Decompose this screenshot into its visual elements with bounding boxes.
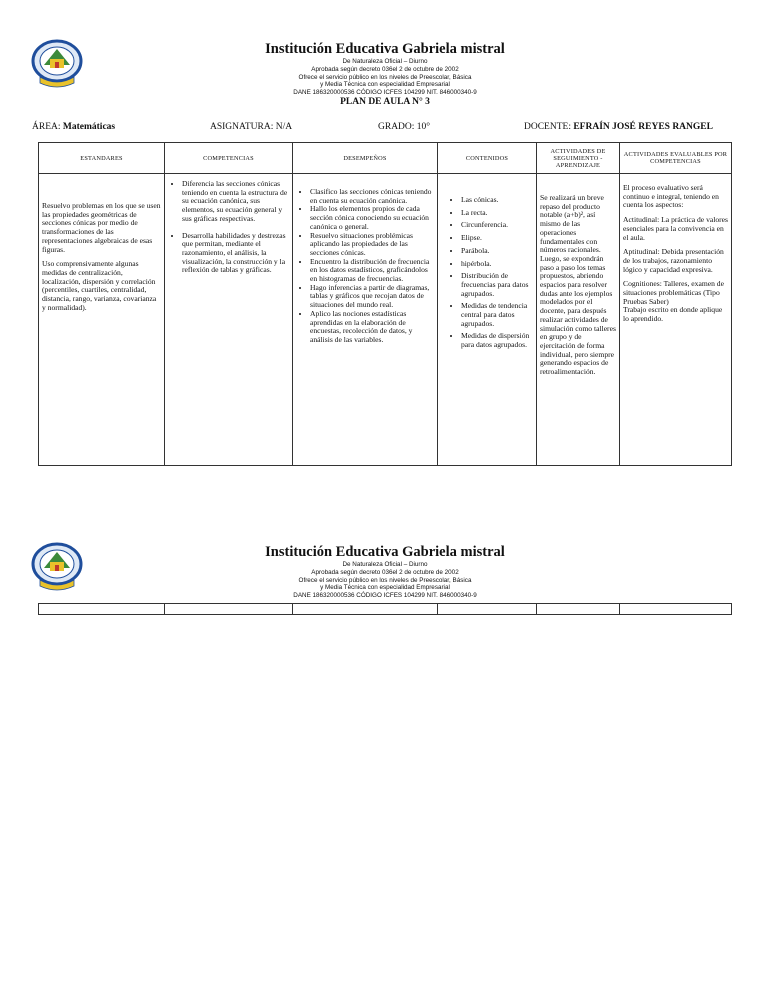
header-line: De Naturaleza Oficial – Diurno xyxy=(342,561,428,568)
header-line: DANE 186320000536 CÓDIGO ICFES 104299 NIT. 846000340-9 xyxy=(293,592,477,600)
column-header: DESEMPEÑOS xyxy=(293,143,438,174)
seguimiento-cell: Se realizará un breve repaso del producto notable (a+b)², así mismo de las operaciones fundamentales con números racionales. Luego, se expondrán paso a paso los temas propuestos, abriendo espacios para resolver dudas ante los ejemplos modelados por el docente, para después realizar actividades de simulación como talleres en grupo y de ejercitación de forma individual, pero siempre generando espacios de retroalimentación. xyxy=(537,174,620,466)
list-item: • Medidas de dispersión para datos agrupados. xyxy=(461,332,533,349)
list-item: • Resuelvo situaciones problémicas aplicando las propiedades de las secciones cónicas. xyxy=(310,232,434,258)
evaluables-cell: El proceso evaluativo será continuo e integral, teniendo en cuenta los aspectos: Actitudinal: La práctica de valores esenciales para la convivencia en el aula. Aptitudinal: Debida presentación de los trabajos, razonamiento lógico y capacidad expresiva. Cognitiones: Talleres, examen de situaciones problemáticas (Tipo Pruebas Saber) Trabajo escrito en donde aplique lo aprendido. xyxy=(620,174,732,466)
contenidos-cell xyxy=(438,174,537,466)
header-line: De Naturaleza Oficial – Diurno xyxy=(342,58,428,65)
table-row xyxy=(39,174,732,466)
school-logo-icon xyxy=(30,39,84,91)
header-line: Ofrece el servicio público en los niveles de Preescolar, Básica xyxy=(298,73,472,81)
institution-title: Institución Educativa Gabriela mistral xyxy=(265,544,505,560)
competencias-cell xyxy=(165,174,293,466)
plan-table xyxy=(38,142,732,466)
header-line: y Media Técnica con especialidad Empresarial xyxy=(320,81,450,89)
docente-info: DOCENTE: EFRAÍN JOSÉ REYES RANGEL xyxy=(524,122,713,132)
plan-title: PLAN DE AULA N° 3 xyxy=(340,96,430,107)
header-line: Aprobada según decreto 036el 2 de octubre de 2002 xyxy=(311,65,459,73)
header-line: Ofrece el servicio público en los niveles de Preescolar, Básica xyxy=(298,576,472,584)
header-line: Aprobada según decreto 036el 2 de octubre de 2002 xyxy=(311,568,459,576)
header-line: DANE 186320000536 CÓDIGO ICFES 104299 NIT. 846000340-9 xyxy=(293,89,477,97)
list-item: • Aplico las nociones estadísticas aprendidas en la elaboración de encuestas, recolección de datos, y análisis de las variables. xyxy=(310,310,434,345)
list-item: • Las cónicas. xyxy=(461,196,533,205)
list-item: • hipérbola. xyxy=(461,260,533,269)
list-item: • La recta. xyxy=(461,209,533,218)
school-logo-icon xyxy=(30,542,84,594)
area-info: ÁREA: Matemáticas xyxy=(32,122,116,132)
institution-header xyxy=(170,544,600,600)
header-line: y Media Técnica con especialidad Empresarial xyxy=(320,584,450,592)
column-header: COMPETENCIAS xyxy=(165,143,293,174)
list-item: • Circunferencia. xyxy=(461,221,533,230)
column-header: ACTIVIDADES DE SEGUIMIENTO - APRENDIZAJE xyxy=(537,143,620,174)
desempenos-cell xyxy=(293,174,438,466)
list-item: • Parábola. xyxy=(461,247,533,256)
list-item: • Medidas de tendencia central para datos agrupados. xyxy=(461,302,533,328)
column-header: CONTENIDOS xyxy=(438,143,537,174)
list-item: • Encuentro la distribución de frecuencia en los datos estadísticos, graficándolos en histogramas de frecuencias. xyxy=(310,258,434,284)
table-row xyxy=(39,604,732,615)
column-header: ESTANDARES xyxy=(39,143,165,174)
grado-info: GRADO: 10° xyxy=(378,122,431,132)
list-item: • Desarrolla habilidades y destrezas que permitan, mediante el razonamiento, el análisis, la visualización, la construcción y la reflexión de tablas y gráficas. xyxy=(182,232,289,276)
column-header: ACTIVIDADES EVALUABLES POR COMPETENCIAS xyxy=(620,143,732,174)
continuation-table xyxy=(38,603,732,615)
table-header-row xyxy=(39,143,732,174)
asignatura-info: ASIGNATURA: N/A xyxy=(210,122,293,132)
list-item: • Diferencia las secciones cónicas teniendo en cuenta la estructura de su ecuación canónica, sus elementos, su ecuación general y sus gráficas respectivas. xyxy=(182,180,289,224)
list-item: • Elipse. xyxy=(461,234,533,243)
estandares-cell: Resuelvo problemas en los que se usen las propiedades geométricas de secciones cónicas por medio de transformaciones de las representaciones algebraicas de esas figuras. Uso comprensivamente algunas medidas de centralización, localización, dispersión y correlación (percentiles, cuartiles, centralidad, distancia, rango, varianza, covarianza y normalidad). xyxy=(39,174,165,466)
list-item: • Distribución de frecuencias para datos agrupados. xyxy=(461,272,533,298)
list-item: • Hago inferencias a partir de diagramas, tablas y gráficos que recojan datos de situaciones del mundo real. xyxy=(310,284,434,310)
list-item: • Hallo los elementos propios de cada sección cónica conociendo su ecuación canónica o general. xyxy=(310,205,434,231)
institution-title: Institución Educativa Gabriela mistral xyxy=(265,41,505,57)
institution-header xyxy=(170,41,600,108)
list-item: • Clasifico las secciones cónicas teniendo en cuenta su ecuación canónica. xyxy=(310,188,434,205)
